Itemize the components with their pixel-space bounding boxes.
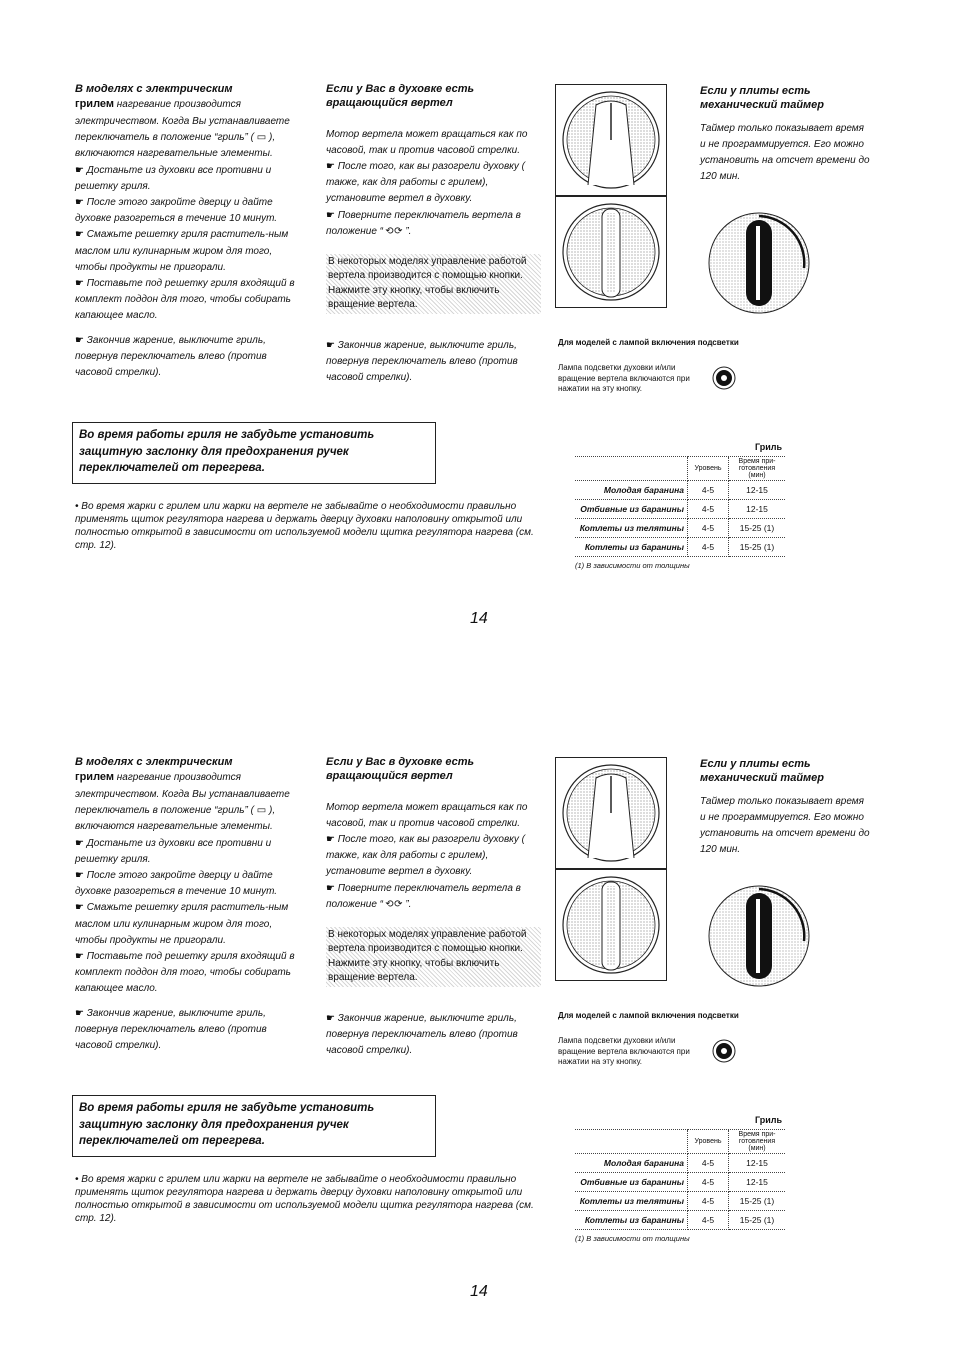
heading-timer: Если у плиты есть механический таймер bbox=[700, 758, 825, 785]
lamp-button-figure bbox=[712, 366, 736, 390]
col-level-header: Уровень bbox=[688, 457, 729, 481]
rotisserie-button-note: В некоторых моделях управление работой вертела производится с помощью кнопки. Нажмите эту кнопку, чтобы включить вращение вертела. bbox=[326, 254, 541, 314]
rotisserie-step-turn: ☛ Поверните переключатель вертела в положение “ ⟲⟳ ”. bbox=[326, 209, 521, 237]
timer-dial-figure bbox=[704, 881, 814, 991]
rotisserie-step-finish: ☛ Закончив жарение, выключите гриль, повернув переключатель влево (против часовой стрелки). bbox=[326, 1012, 518, 1057]
column-electric-grill bbox=[75, 82, 297, 381]
rotary-knob-icon bbox=[556, 197, 666, 307]
table-row: Котлеты из баранины 4-5 15-25 (1) bbox=[575, 1211, 785, 1230]
step-remove-trays: ☛ Достаньте из духовки все противни и решетку гриля. bbox=[75, 164, 272, 192]
rotisserie-knob-figure bbox=[555, 869, 667, 981]
rotisserie-intro: Мотор вертела может вращаться как по часовой, так и против часовой стрелки. bbox=[326, 801, 528, 829]
lead-grill: грилем bbox=[75, 98, 115, 111]
heading-rotisserie: Если у Вас в духовке есть вращающийся вертел bbox=[326, 83, 475, 110]
grill-table-footnote: (1) В зависимости от толщины bbox=[575, 561, 690, 570]
grill-table bbox=[575, 1111, 785, 1243]
column-timer bbox=[700, 84, 870, 185]
timer-dial-icon bbox=[704, 208, 814, 318]
lamp-title: Для моделей с лампой включения подсветки bbox=[558, 1011, 739, 1020]
lamp-text: Лампа подсветки духовки и/или вращение вертела включаются при нажатии на эту кнопку. bbox=[558, 1035, 690, 1067]
column-rotisserie bbox=[326, 755, 541, 1059]
rotary-knob-icon bbox=[556, 870, 666, 980]
rotisserie-step-install: ☛ После того, как вы разогрели духовку ( также, как для работы с грилем), установите вертел в духовку. bbox=[326, 160, 526, 205]
step-drip-tray: ☛ Поставьте под решетку гриля входящий в комплект поддон для того, чтобы собирать капающее масло. bbox=[75, 277, 295, 322]
lamp-button-icon bbox=[712, 1039, 736, 1063]
grill-knob-figure bbox=[555, 84, 667, 196]
rotisserie-knob-figure bbox=[555, 196, 667, 308]
heat-shield-note: • Во время жарки с грилем или жарки на вертеле не забывайте о необходимости правильно применять щиток регулятора нагрева и держать дверцу духовки наполовину открытой или полностью открытой в зависимости от используемой модели щитка регулятора нагрева (см. стр. 12). bbox=[75, 1174, 534, 1224]
grill-knob-figure bbox=[555, 757, 667, 869]
step-drip-tray: ☛ Поставьте под решетку гриля входящий в комплект поддон для того, чтобы собирать капающее масло. bbox=[75, 950, 295, 995]
table-row: Котлеты из баранины 4-5 15-25 (1) bbox=[575, 538, 785, 557]
step-finish: ☛ Закончив жарение, выключите гриль, повернув переключатель влево (против часовой стрелки). bbox=[75, 1007, 267, 1051]
lamp-text: Лампа подсветки духовки и/или вращение вертела включаются при нажатии на эту кнопку. bbox=[558, 362, 690, 394]
intro-text: нагревание производится электричеством. Когда Вы устанавливаете переключатель в положение “гриль” ( ▭ ), включаются нагревательные элементы. bbox=[75, 99, 290, 160]
grill-table bbox=[575, 438, 785, 570]
grill-table-footnote: (1) В зависимости от толщины bbox=[575, 1234, 690, 1243]
page-number: 14 bbox=[470, 610, 488, 627]
table-row: Молодая баранина 4-5 12-15 bbox=[575, 481, 785, 500]
col-time-header: Время при- готовления (мин) bbox=[729, 457, 786, 481]
step-oil-grate: ☛ Смажьте решетку гриля раститель-ным маслом или кулинарным жиром для того, чтобы продукты не пригорали. bbox=[75, 229, 289, 273]
grill-table-title: Гриль bbox=[688, 438, 786, 457]
col-level-header: Уровень bbox=[688, 1130, 729, 1154]
rotisserie-step-install: ☛ После того, как вы разогрели духовку ( также, как для работы с грилем), установите вертел в духовку. bbox=[326, 833, 526, 878]
page-half-bottom bbox=[0, 673, 954, 1348]
step-preheat: ☛ После этого закройте дверцу и дайте духовке разогреться в течение 10 минут. bbox=[75, 870, 278, 898]
warning-box: Во время работы гриля не забудьте установить защитную заслонку для предохранения ручек переключателей от перегрева. bbox=[72, 1095, 436, 1157]
table-row: Молодая баранина 4-5 12-15 bbox=[575, 1154, 785, 1173]
rotisserie-step-finish: ☛ Закончив жарение, выключите гриль, повернув переключатель влево (против часовой стрелки). bbox=[326, 339, 518, 384]
table-row: Котлеты из телятины 4-5 15-25 (1) bbox=[575, 519, 785, 538]
lead-grill: грилем bbox=[75, 771, 115, 784]
rotisserie-intro: Мотор вертела может вращаться как по часовой, так и против часовой стрелки. bbox=[326, 128, 528, 156]
timer-dial-figure bbox=[704, 208, 814, 318]
step-preheat: ☛ После этого закройте дверцу и дайте духовке разогреться в течение 10 минут. bbox=[75, 197, 278, 225]
rotary-knob-icon bbox=[556, 758, 666, 868]
timer-text: Таймер только показывает время и не программируется. Его можно установить на отсчет времени до 120 мин. bbox=[700, 795, 870, 856]
table-row: Котлеты из телятины 4-5 15-25 (1) bbox=[575, 1192, 785, 1211]
lamp-title: Для моделей с лампой включения подсветки bbox=[558, 338, 739, 347]
timer-dial-icon bbox=[704, 881, 814, 991]
step-oil-grate: ☛ Смажьте решетку гриля раститель-ным маслом или кулинарным жиром для того, чтобы продукты не пригорали. bbox=[75, 902, 289, 946]
table-row: Отбивные из баранины 4-5 12-15 bbox=[575, 1173, 785, 1192]
heading-timer: Если у плиты есть механический таймер bbox=[700, 85, 825, 112]
heat-shield-note: • Во время жарки с грилем или жарки на вертеле не забывайте о необходимости правильно применять щиток регулятора нагрева и держать дверцу духовки наполовину открытой или полностью открытой в зависимости от используемой модели щитка регулятора нагрева (см. стр. 12). bbox=[75, 501, 534, 551]
table-row: Отбивные из баранины 4-5 12-15 bbox=[575, 500, 785, 519]
grill-table-title: Гриль bbox=[688, 1111, 786, 1130]
rotary-knob-icon bbox=[556, 85, 666, 195]
lamp-button-icon bbox=[712, 366, 736, 390]
intro-text: нагревание производится электричеством. Когда Вы устанавливаете переключатель в положение “гриль” ( ▭ ), включаются нагревательные элементы. bbox=[75, 772, 290, 833]
rotisserie-button-note: В некоторых моделях управление работой вертела производится с помощью кнопки. Нажмите эту кнопку, чтобы включить вращение вертела. bbox=[326, 927, 541, 987]
lamp-button-figure bbox=[712, 1039, 736, 1063]
heading-rotisserie: Если у Вас в духовке есть вращающийся вертел bbox=[326, 756, 475, 783]
heading-electric-grill: В моделях с электрическим bbox=[75, 756, 233, 768]
page-number: 14 bbox=[470, 1283, 488, 1300]
step-finish: ☛ Закончив жарение, выключите гриль, повернув переключатель влево (против часовой стрелки). bbox=[75, 334, 267, 378]
warning-box: Во время работы гриля не забудьте установить защитную заслонку для предохранения ручек переключателей от перегрева. bbox=[72, 422, 436, 484]
rotisserie-step-turn: ☛ Поверните переключатель вертела в положение “ ⟲⟳ ”. bbox=[326, 882, 521, 910]
timer-text: Таймер только показывает время и не программируется. Его можно установить на отсчет времени до 120 мин. bbox=[700, 122, 870, 183]
col-time-header: Время при- готовления (мин) bbox=[729, 1130, 786, 1154]
heading-electric-grill: В моделях с электрическим bbox=[75, 83, 233, 95]
step-remove-trays: ☛ Достаньте из духовки все противни и решетку гриля. bbox=[75, 837, 272, 865]
column-rotisserie bbox=[326, 82, 541, 386]
column-timer bbox=[700, 757, 870, 858]
column-electric-grill bbox=[75, 755, 297, 1054]
